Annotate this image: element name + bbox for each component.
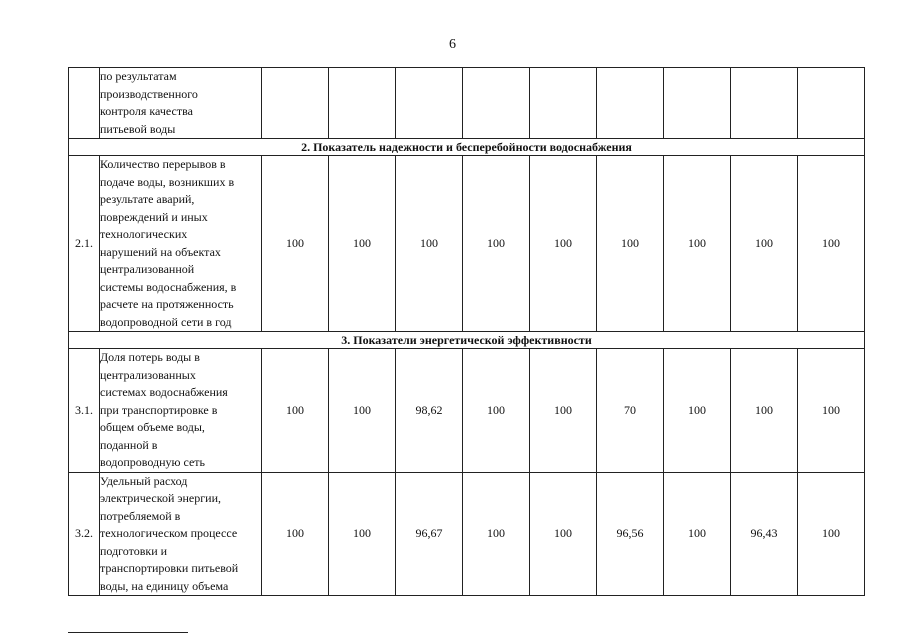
indicator-name-line: подаче воды, возникших в — [100, 174, 235, 189]
indicator-name-line: подготовки и — [100, 543, 168, 558]
value-cell: 100 — [329, 349, 396, 473]
value-cell: 100 — [798, 349, 865, 473]
indicator-name-line: системы водоснабжения, в — [100, 279, 237, 294]
footnote-rule — [68, 632, 188, 633]
value-cell: 100 — [664, 472, 731, 596]
value-cell — [664, 68, 731, 139]
value-cell: 100 — [530, 472, 597, 596]
value-cell — [262, 68, 329, 139]
indicator-name-line: общем объеме воды, — [100, 420, 205, 434]
value-cell — [597, 68, 664, 139]
section-header-row — [69, 139, 865, 156]
indicator-name-line: производственного — [100, 86, 198, 101]
indicator-name-line: технологических — [100, 227, 188, 241]
table-row — [69, 156, 865, 332]
section-header-row — [69, 332, 865, 349]
value-cell: 100 — [329, 156, 396, 332]
value-cell: 100 — [731, 349, 798, 473]
indicator-name-line: электрической энергии, — [100, 491, 222, 505]
row-number: 3.2. — [69, 472, 100, 596]
value-cell: 100 — [262, 156, 329, 332]
indicator-name-line: Количество перерывов в — [100, 157, 226, 171]
value-cell — [798, 68, 865, 139]
value-cell: 100 — [262, 472, 329, 596]
value-cell: 70 — [597, 349, 664, 473]
value-cell — [329, 68, 396, 139]
value-cell: 96,67 — [396, 472, 463, 596]
table-row — [69, 349, 865, 473]
value-cell: 98,62 — [396, 349, 463, 473]
indicator-name-line: по результатам — [100, 69, 177, 83]
indicators-table — [68, 67, 865, 596]
indicator-name-line: контроля качества — [100, 104, 193, 118]
indicator-name — [100, 472, 262, 596]
section-title: 3. Показатели энергетической эффективности — [69, 332, 865, 349]
value-cell — [530, 68, 597, 139]
value-cell: 96,43 — [731, 472, 798, 596]
value-cell: 100 — [262, 349, 329, 473]
indicator-name-line: расчете на протяженность — [100, 297, 234, 311]
indicator-name-line: Удельный расход — [100, 473, 188, 488]
indicator-name-line: централизованной — [100, 262, 195, 276]
indicator-name-line: при транспортировке в — [100, 402, 218, 417]
value-cell — [731, 68, 798, 139]
value-cell: 100 — [798, 472, 865, 596]
indicator-name-line: воды, на единицу объема — [100, 578, 229, 593]
indicator-name-line: нарушений на объектах — [100, 244, 221, 259]
table-row — [69, 472, 865, 596]
indicator-name-line: поданной в — [100, 437, 158, 452]
value-cell: 100 — [463, 156, 530, 332]
indicator-name-line: потребляемой в — [100, 508, 181, 523]
value-cell — [463, 68, 530, 139]
indicator-name-line: технологическом процессе — [100, 526, 238, 540]
indicator-name — [100, 156, 262, 332]
value-cell: 96,56 — [597, 472, 664, 596]
value-cell: 100 — [798, 156, 865, 332]
table-row — [69, 68, 865, 139]
value-cell: 100 — [463, 349, 530, 473]
row-number: 2.1. — [69, 156, 100, 332]
indicator-name-line: транспортировки питьевой — [100, 561, 239, 575]
indicator-name-line: водопроводную сеть — [100, 455, 206, 469]
value-cell: 100 — [329, 472, 396, 596]
indicator-name-line: повреждений и иных — [100, 209, 208, 224]
value-cell: 100 — [664, 156, 731, 332]
value-cell: 100 — [530, 349, 597, 473]
value-cell: 100 — [530, 156, 597, 332]
indicator-name-line: результате аварий, — [100, 192, 195, 206]
value-cell: 100 — [664, 349, 731, 473]
indicator-name-line: питьевой воды — [100, 121, 176, 136]
indicator-name-line: централизованных — [100, 367, 196, 382]
section-title: 2. Показатель надежности и бесперебойности водоснабжения — [69, 139, 865, 156]
indicator-name-line: системах водоснабжения — [100, 385, 228, 399]
indicator-name — [100, 349, 262, 473]
value-cell: 100 — [731, 156, 798, 332]
indicator-name-line: водопроводной сети в год — [100, 314, 232, 329]
value-cell — [396, 68, 463, 139]
page-number: 6 — [449, 37, 456, 52]
row-number — [69, 68, 100, 139]
value-cell: 100 — [463, 472, 530, 596]
indicator-name-line: Доля потерь воды в — [100, 350, 200, 364]
row-number: 3.1. — [69, 349, 100, 473]
value-cell: 100 — [597, 156, 664, 332]
indicator-name — [100, 68, 262, 139]
value-cell: 100 — [396, 156, 463, 332]
